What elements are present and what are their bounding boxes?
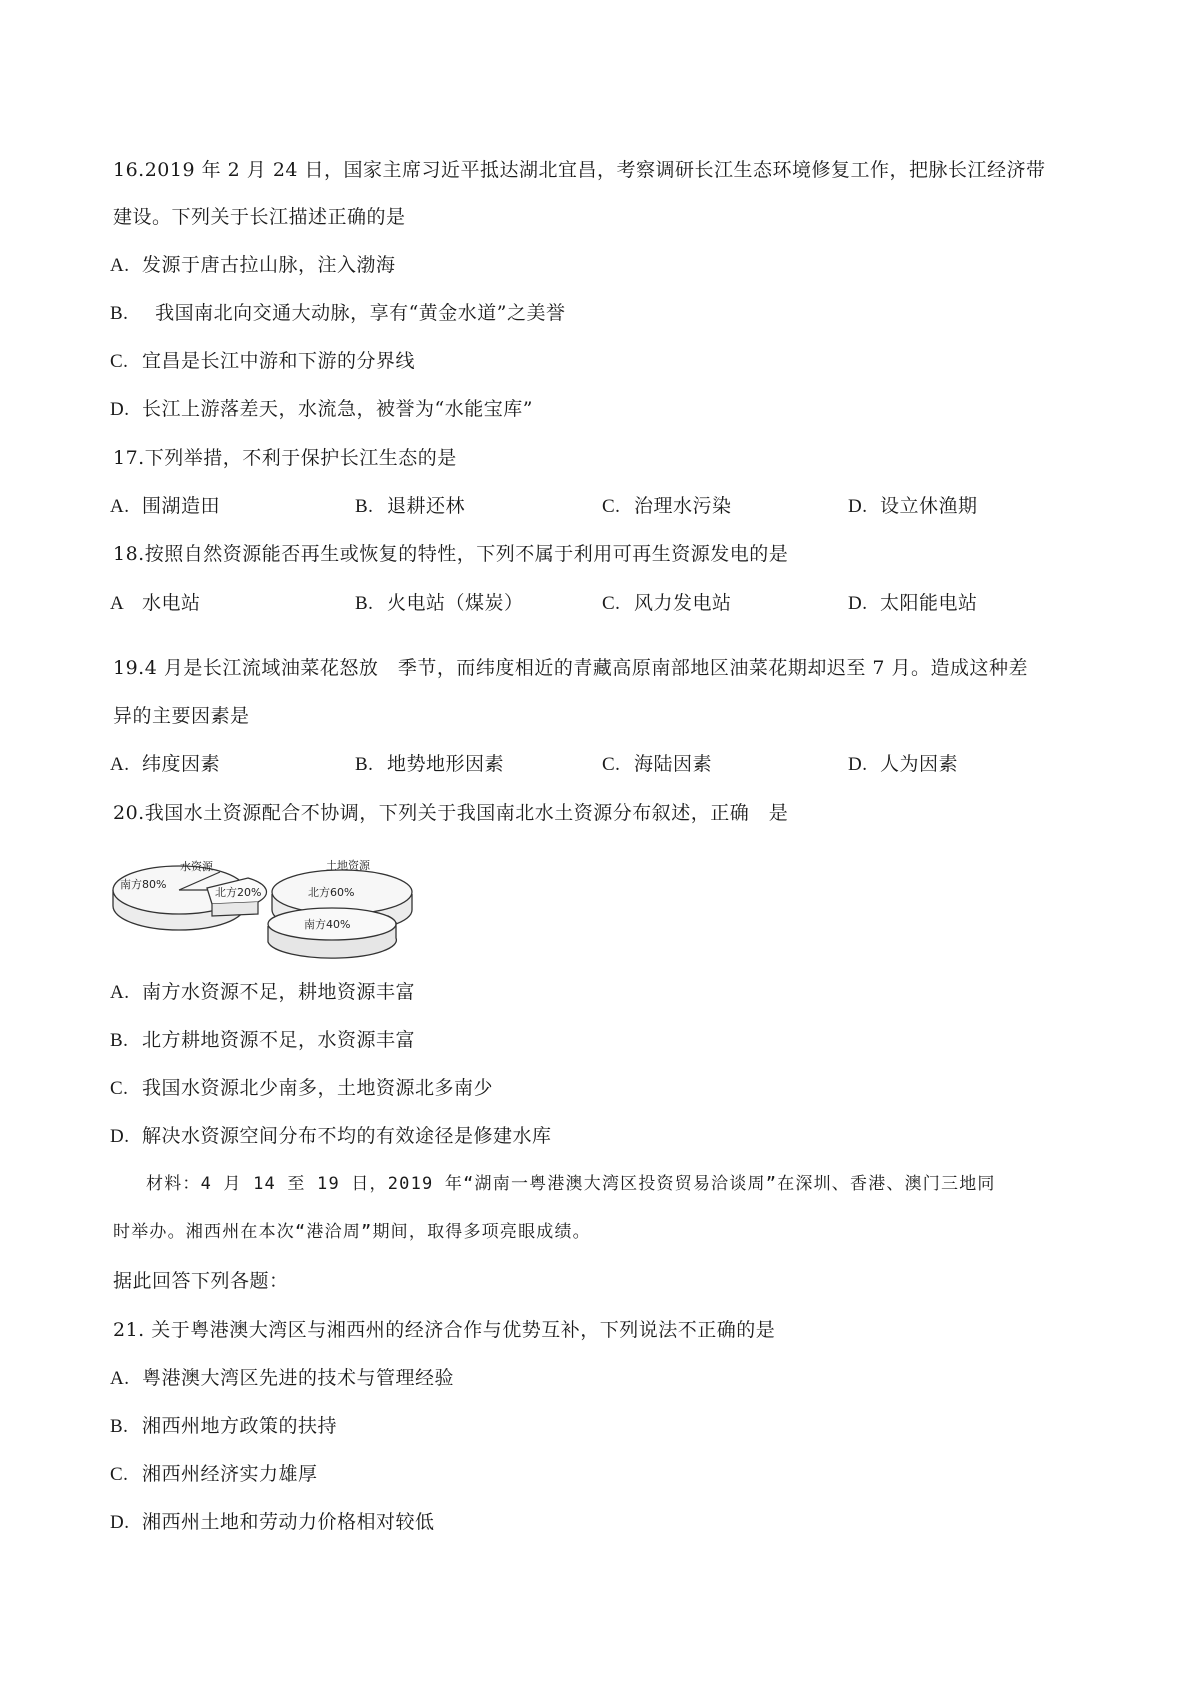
q21-option-d <box>110 1510 435 1535</box>
q16-option-d <box>110 397 533 422</box>
option-letter: B. <box>355 593 374 614</box>
resources-pie-figure <box>108 858 444 962</box>
water-pie-north-slice-side <box>212 902 258 916</box>
q20-stem: 20.我国水土资源配合不协调，下列关于我国南北水土资源分布叙述，正确 是 <box>113 802 789 824</box>
option-letter: C. <box>110 1078 129 1099</box>
q16-option-c <box>110 349 415 374</box>
q17-option-a <box>110 494 220 519</box>
q18-option-a <box>110 591 201 616</box>
pie-charts-svg <box>108 858 444 962</box>
option-text: 湘西州经济实力雄厚 <box>142 1463 318 1485</box>
option-text: 北方耕地资源不足，水资源丰富 <box>142 1029 416 1051</box>
q19-option-d <box>848 752 958 777</box>
q19-option-a <box>110 752 220 777</box>
q17-option-d <box>848 494 978 519</box>
q17-option-c <box>602 494 732 519</box>
option-letter: C. <box>110 1464 129 1485</box>
q20-option-a <box>110 980 415 1005</box>
option-letter: A. <box>110 1368 130 1389</box>
option-text: 海陆因素 <box>634 753 713 775</box>
option-text: 湘西州土地和劳动力价格相对较低 <box>142 1511 435 1533</box>
option-text: 解决水资源空间分布不均的有效途径是修建水库 <box>142 1125 552 1147</box>
q16-option-b <box>110 301 566 326</box>
q16-option-a <box>110 253 396 278</box>
option-text: 太阳能电站 <box>880 592 978 614</box>
option-letter: C. <box>602 593 621 614</box>
q19-stem-line2: 异的主要因素是 <box>113 705 250 727</box>
q21-option-c <box>110 1462 318 1487</box>
option-text: 火电站（煤炭） <box>387 592 524 614</box>
option-text: 围湖造田 <box>142 495 221 517</box>
option-letter: A. <box>110 982 130 1003</box>
q19-stem-line1: 19.4 月是长江流域油菜花怒放 季节，而纬度相近的青藏高原南部地区油菜花期却迟至 7 月。造成这种差 <box>113 657 1029 679</box>
q17-option-b <box>355 494 465 519</box>
water-pie-title: 水资源 <box>180 860 213 873</box>
option-letter: D. <box>848 496 868 517</box>
option-text: 我国水资源北少南多，土地资源北多南少 <box>142 1077 494 1099</box>
option-letter: B. <box>110 1030 129 1051</box>
q21-option-a <box>110 1366 454 1391</box>
option-text: 地势地形因素 <box>387 753 505 775</box>
option-text: 湘西州地方政策的扶持 <box>142 1415 338 1437</box>
q16-stem-line2: 建设。下列关于长江描述正确的是 <box>113 206 406 228</box>
option-letter: C. <box>602 754 621 775</box>
q18-option-c <box>602 591 732 616</box>
option-text: 纬度因素 <box>142 753 221 775</box>
option-letter: B. <box>355 754 374 775</box>
water-pie-label-south: 南方80% <box>120 878 167 891</box>
q20-option-b <box>110 1028 415 1053</box>
land-pie-title: 土地资源 <box>326 859 370 872</box>
option-letter: A <box>110 593 125 614</box>
option-text: 宜昌是长江中游和下游的分界线 <box>142 350 416 372</box>
option-text: 人为因素 <box>880 753 959 775</box>
q21-option-b <box>110 1414 337 1439</box>
option-letter: D. <box>110 1126 130 1147</box>
option-text: 发源于唐古拉山脉，注入渤海 <box>142 254 396 276</box>
q17-stem: 17.下列举措，不利于保护长江生态的是 <box>113 447 457 469</box>
q18-stem: 18.按照自然资源能否再生或恢复的特性，下列不属于利用可再生资源发电的是 <box>113 543 789 565</box>
option-text: 风力发电站 <box>634 592 732 614</box>
option-letter: C. <box>602 496 621 517</box>
q19-option-c <box>602 752 712 777</box>
option-letter: C. <box>110 351 129 372</box>
q18-option-d <box>848 591 978 616</box>
q16-stem-line1: 16.2019 年 2 月 24 日，国家主席习近平抵达湖北宜昌，考察调研长江生态环境修复工作，把脉长江经济带 <box>113 159 1046 181</box>
q20-option-d <box>110 1124 552 1149</box>
option-letter: A. <box>110 496 130 517</box>
option-text: 设立休渔期 <box>880 495 978 517</box>
land-pie-label-north: 北方60% <box>308 886 355 899</box>
material-line1: 材料：4 月 14 至 19 日，2019 年“湖南一粤港澳大湾区投资贸易洽谈周”在深圳、香港、澳门三地同 <box>146 1174 996 1194</box>
material-prompt: 据此回答下列各题： <box>113 1270 289 1292</box>
water-pie <box>113 859 266 930</box>
q19-option-b <box>355 752 504 777</box>
option-letter: B. <box>110 303 129 324</box>
water-pie-label-north: 北方20% <box>215 886 262 899</box>
option-letter: D. <box>848 593 868 614</box>
q21-stem: 21. 关于粤港澳大湾区与湘西州的经济合作与优势互补，下列说法不正确的是 <box>113 1319 776 1341</box>
option-letter: D. <box>110 1512 130 1533</box>
option-text: 粤港澳大湾区先进的技术与管理经验 <box>142 1367 455 1389</box>
option-text: 水电站 <box>142 592 201 614</box>
option-letter: A. <box>110 255 130 276</box>
q18-option-b <box>355 591 524 616</box>
land-pie-label-south: 南方40% <box>304 918 351 931</box>
land-pie <box>268 858 412 958</box>
option-letter: D. <box>110 399 130 420</box>
option-letter: B. <box>355 496 374 517</box>
option-text: 治理水污染 <box>634 495 732 517</box>
option-letter: B. <box>110 1416 129 1437</box>
option-text: 长江上游落差天，水流急，被誉为“水能宝库” <box>142 398 533 420</box>
option-text: 我国南北向交通大动脉，享有“黄金水道”之美誉 <box>142 302 566 324</box>
material-line2: 时举办。湘西州在本次“港洽周”期间，取得多项亮眼成绩。 <box>113 1222 591 1242</box>
option-text: 南方水资源不足，耕地资源丰富 <box>142 981 416 1003</box>
option-letter: A. <box>110 754 130 775</box>
option-text: 退耕还林 <box>387 495 466 517</box>
q20-option-c <box>110 1076 493 1101</box>
option-letter: D. <box>848 754 868 775</box>
